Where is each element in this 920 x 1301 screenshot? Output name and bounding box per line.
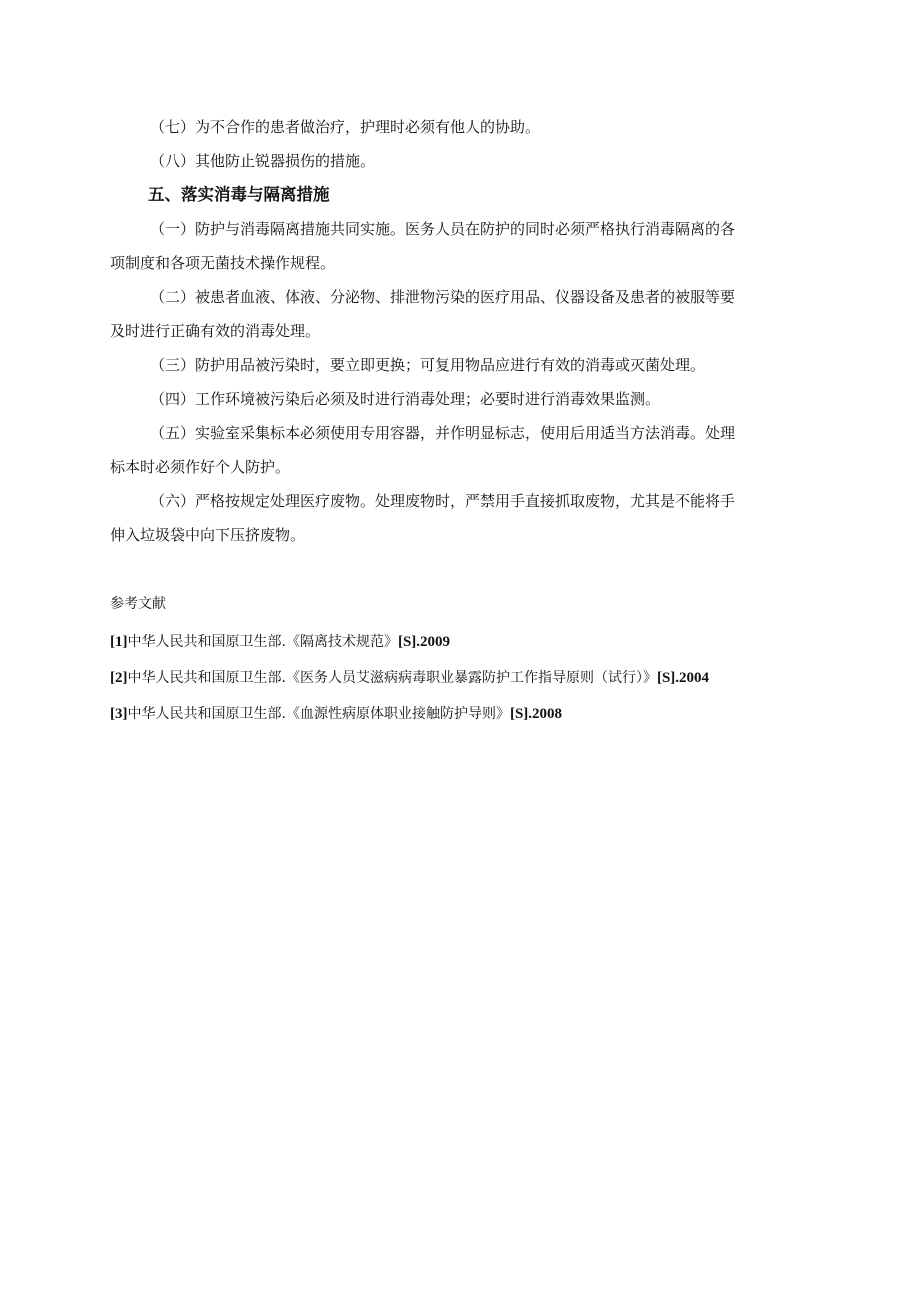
paragraph-5-line-1: （五）实验室采集标本必须使用专用容器，并作明显标志，使用后用适当方法消毒。处理 bbox=[150, 424, 736, 442]
reference-number: [2] bbox=[110, 670, 128, 686]
reference-code: [S].2008 bbox=[509, 706, 563, 722]
paragraph-2-line-2: 及时进行正确有效的消毒处理。 bbox=[110, 322, 321, 340]
references-label: 参考文献 bbox=[110, 596, 166, 612]
paragraph-5 bbox=[110, 416, 810, 484]
paragraph-2-line-1: （二）被患者血液、体液、分泌物、排泄物污染的医疗用品、仪器设备及患者的被服等要 bbox=[150, 288, 736, 306]
paragraph-4 bbox=[110, 382, 810, 416]
paragraph-1-line-2: 项制度和各项无菌技术操作规程。 bbox=[110, 254, 336, 272]
paragraph-1-line-1: （一）防护与消毒隔离措施共同实施。医务人员在防护的同时必须严格执行消毒隔离的各 bbox=[150, 220, 736, 238]
reference-number: [3] bbox=[110, 706, 128, 722]
paragraph-5-line-2: 标本时必须作好个人防护。 bbox=[110, 458, 291, 476]
paragraph-6-line-1: （六）严格按规定处理医疗废物。处理废物时，严禁用手直接抓取废物，尤其是不能将手 bbox=[150, 492, 736, 510]
reference-text: 中华人民共和国原卫生部.《医务人员艾滋病病毒职业暴露防护工作指导原则（试行）》 bbox=[127, 670, 657, 686]
paragraph-4-line-1: （四）工作环境被污染后必须及时进行消毒处理；必要时进行消毒效果监测。 bbox=[150, 390, 661, 408]
paragraph-7: （七）为不合作的患者做治疗，护理时必须有他人的协助。 bbox=[150, 118, 541, 136]
reference-item bbox=[110, 632, 810, 652]
reference-item bbox=[110, 704, 810, 724]
reference-text: 中华人民共和国原卫生部.《血源性病原体职业接触防护导则》 bbox=[127, 706, 510, 722]
references bbox=[110, 594, 810, 724]
paragraph-3-line-1: （三）防护用品被污染时，要立即更换；可复用物品应进行有效的消毒或灭菌处理。 bbox=[150, 356, 706, 374]
paragraph-6-line-2: 伸入垃圾袋中向下压挤废物。 bbox=[110, 526, 306, 544]
reference-item bbox=[110, 668, 810, 688]
paragraph-8: （八）其他防止锐器损伤的措施。 bbox=[150, 152, 376, 170]
paragraph-1 bbox=[110, 212, 810, 280]
body-text bbox=[110, 110, 810, 552]
paragraph-2 bbox=[110, 280, 810, 348]
paragraph-6 bbox=[110, 484, 810, 552]
section-heading: 五、落实消毒与隔离措施 bbox=[148, 185, 330, 204]
reference-number: [1] bbox=[110, 634, 128, 650]
paragraph-3 bbox=[110, 348, 810, 382]
reference-text: 中华人民共和国原卫生部.《隔离技术规范》 bbox=[127, 634, 398, 650]
reference-code: [S].2009 bbox=[397, 634, 451, 650]
reference-code: [S].2004 bbox=[656, 670, 710, 686]
